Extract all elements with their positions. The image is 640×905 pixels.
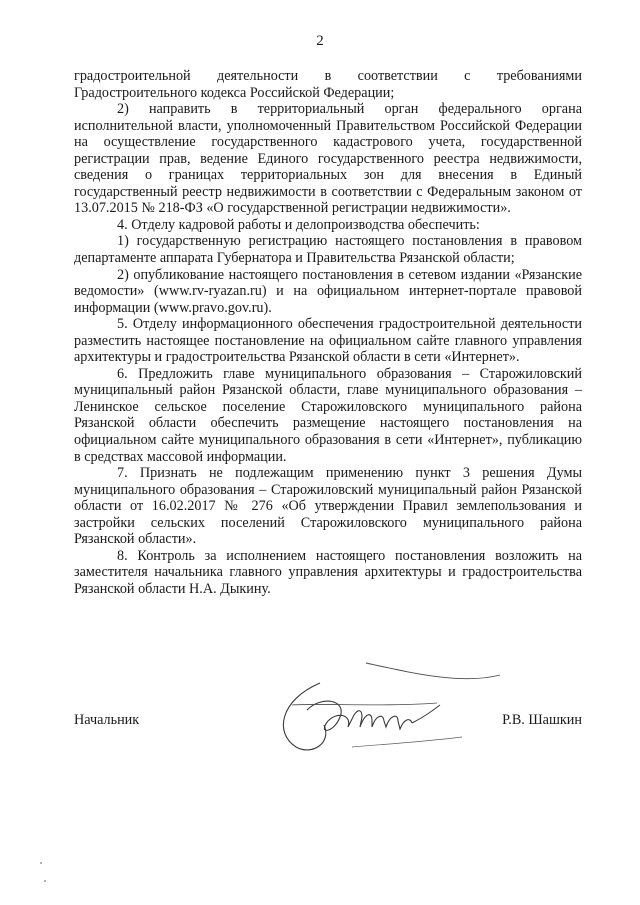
- scan-artifact: [44, 880, 46, 882]
- paragraph-item-8: 8. Контроль за исполнением настоящего постановления возложить на заместителя начальника главного управления архитектуры и градостроительства Рязанской области Н.А. Дыкину.: [74, 547, 582, 597]
- paragraph-subitem-1: 1) государственную регистрацию настоящего постановления в правовом департаменте аппарата Губернатора и Правительства Рязанской области;: [74, 233, 582, 267]
- paragraph-continuation: градостроительной деятельности в соответствии с требованиями Градостроительного кодекса Российской Федерации;: [74, 68, 582, 101]
- signatory-name: Р.В. Шашкин: [502, 712, 582, 728]
- paragraph-item-2: 2) направить в территориальный орган федерального органа исполнительной власти, уполномоченный Правительством Российской Федерации на осуществление государственного кадастрового учета, государственной регистрации прав, ведение Единого государственного реестра недвижимости, сведения о границах территориальных зон для внесения в Единый государственный реестр недвижимости в соответствии с Федеральным законом от 13.07.2015 № 218-ФЗ «О государственной регистрации недвижимости».: [74, 101, 582, 217]
- page-number: 2: [316, 33, 324, 49]
- handwritten-signature: [262, 655, 512, 775]
- paragraph-item-7: 7. Признать не подлежащим применению пункт 3 решения Думы муниципального образования – Старожиловский муниципальный район Рязанской области от 16.02.2017 № 276 «Об утверждении Правил землепользования и застройки сельских поселений Старожиловского муниципального района Рязанской области».: [74, 465, 582, 548]
- paragraph-item-6: 6. Предложить главе муниципального образования – Старожиловский муниципальный район Рязанской области, главе муниципального образования – Ленинское сельское поселение Старожиловского муниципального района Рязанской области обеспечить размещение настоящего постановления на официальном сайте муниципального образования в сети «Интернет», публикацию в средствах массовой информации.: [74, 365, 582, 465]
- scan-artifact: [40, 862, 42, 864]
- paragraph-item-4: 4. Отделу кадровой работы и делопроизводства обеспечить:: [117, 216, 480, 233]
- paragraph-subitem-2: 2) опубликование настоящего постановления в сетевом издании «Рязанские ведомости» (www.rv-ryazan.ru) и на официальном интернет-портале правовой информации (www.pravo.gov.ru).: [74, 266, 582, 316]
- document-body: [74, 68, 582, 598]
- signatory-title: Начальник: [74, 712, 140, 728]
- paragraph-item-5: 5. Отделу информационного обеспечения градостроительной деятельности разместить настоящее постановление на официальном сайте главного управления архитектуры и градостроительства Рязанской области в сети «Интернет».: [74, 316, 582, 366]
